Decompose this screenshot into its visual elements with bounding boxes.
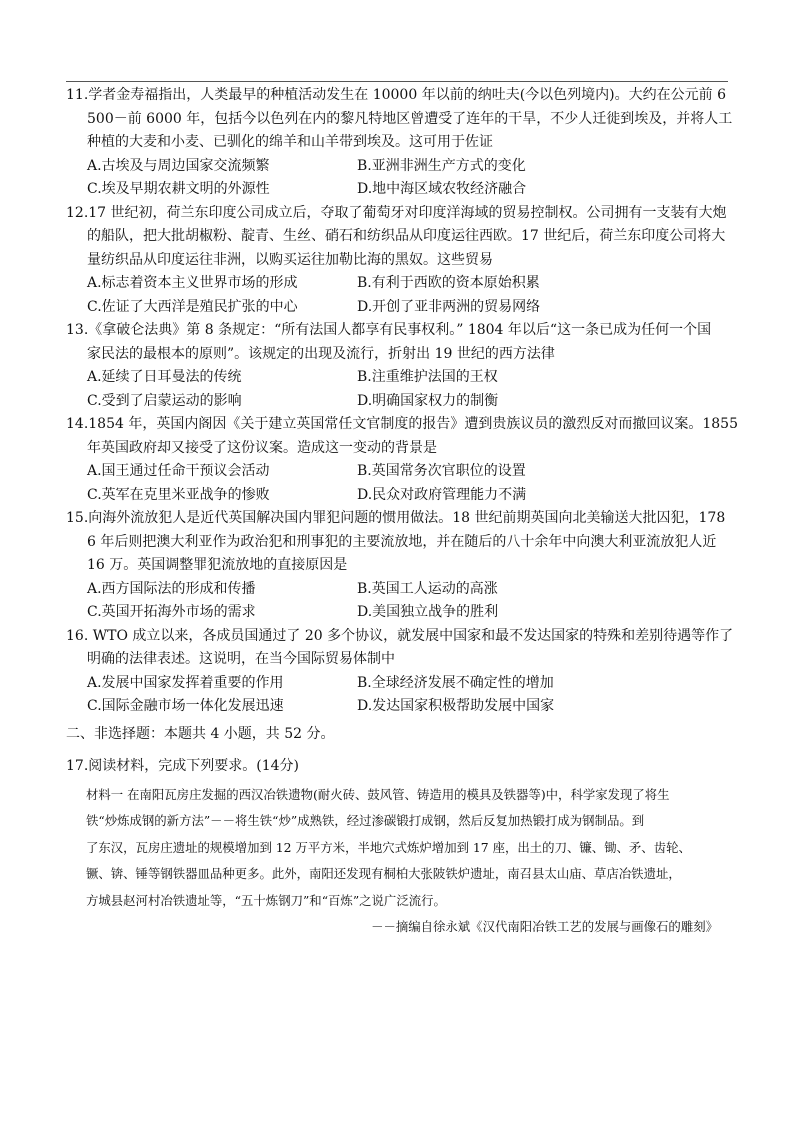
- option-a: A.西方国际法的形成和传播: [87, 580, 256, 597]
- option-row: [66, 484, 726, 508]
- header-rule: [66, 81, 728, 82]
- question-stem-line: 的船队，把大批胡椒粉、靛青、生丝、硝石和纺织品从印度运往西欧。17 世纪后，荷兰东印度公司将大: [87, 228, 726, 244]
- option-c: C.受到了启蒙运动的影响: [87, 392, 242, 409]
- question-12: [66, 202, 726, 320]
- question-stem-line: 16. WTO 成立以来，各成员国通过了 20 多个协议，就发展中国家和最不发达国家的特殊和差别待遇等作了: [66, 627, 734, 644]
- option-row: [66, 672, 726, 696]
- option-row: [66, 601, 726, 625]
- option-a: A.标志着资本主义世界市场的形成: [87, 275, 298, 291]
- option-d: D.民众对政府管理能力不满: [357, 486, 527, 503]
- option-a: A.国王通过任命干预议会活动: [87, 463, 270, 479]
- material-line: 方城县赵河村冶铁遗址等，“五十炼钢刀”和“百炼”之说广泛流行。: [86, 892, 446, 908]
- option-row: [66, 272, 726, 296]
- question-stem-line: 13.《拿破仑法典》第 8 条规定：“所有法国人都享有民事权利。” 1804 年以后“这一条已成为任何一个国: [66, 322, 712, 338]
- option-b: B.全球经济发展不确定性的增加: [357, 674, 554, 691]
- question-stem-line: 家民法的最根本的原则”。该规定的出现及流行，折射出 19 世纪的西方法律: [87, 345, 555, 362]
- question-14: [66, 413, 738, 507]
- option-d: D.发达国家积极帮助发展中国家: [357, 698, 555, 714]
- material-line: 了东汉，瓦房庄遗址的规模增加到 12 万平方米，半地穴式炼炉增加到 17 座，出土的刀、镰、锄、矛、齿轮、: [86, 839, 691, 855]
- question-stem-line: 明确的法律表述。这说明，在当今国际贸易体制中: [87, 651, 395, 667]
- question-stem-line: 500－前 6000 年，包括今以色列在内的黎凡特地区曾遭受了连年的干旱，不少人迁徙到埃及，并将人工: [87, 110, 733, 127]
- question-11: [66, 84, 733, 202]
- material-line: 铁“炒炼成钢的新方法”－－将生铁“炒”成熟铁，经过渗碳锻打成钢，然后反复加热锻打成为钢制品。到: [86, 813, 645, 829]
- question-stem-line: 11.学者金寿福指出，人类最早的种植活动发生在 10000 年以前的纳吐夫(今以色列境内)。大约在公元前 6: [66, 87, 726, 103]
- option-row: [66, 578, 726, 602]
- question-stem-line: 量纺织品从印度运往非洲，以购买运往加勒比海的黑奴。这些贸易: [87, 251, 493, 268]
- section-heading: 二、非选择题：本题共 4 小题，共 52 分。: [66, 725, 335, 742]
- option-a: A.古埃及与周边国家交流频繁: [87, 157, 270, 174]
- option-row: [66, 296, 726, 320]
- material-line: 材料一 在南阳瓦房庄发掘的西汉冶铁遗物(耐火砖、鼓风管、铸造用的模具及铁器等)中，科学家发现了将生: [86, 786, 670, 802]
- option-b: B.英国工人运动的高涨: [357, 580, 498, 597]
- question-stem-line: 年英国政府却又接受了这份议案。造成这一变动的背景是: [87, 439, 437, 456]
- option-c: C.国际金融市场一体化发展迅速: [87, 698, 284, 714]
- option-row: [66, 695, 726, 719]
- option-c: C.英军在克里米亚战争的惨败: [87, 486, 270, 503]
- question-stem-line: 6 年后则把澳大利亚作为政治犯和刑事犯的主要流放地，并在随后的八十余年中向澳大利亚流放犯人近: [87, 533, 717, 550]
- question-stem-line: 17.阅读材料，完成下列要求。(14分): [66, 757, 300, 774]
- option-a: A.发展中国家发挥着重要的作用: [87, 674, 284, 691]
- question-stem-line: 14.1854 年，英国内阁因《关于建立英国常任文官制度的报告》遭到贵族议员的激烈反对而撤回议案。1855: [66, 416, 738, 432]
- option-b: B.亚洲非洲生产方式的变化: [357, 157, 526, 174]
- option-c: C.埃及早期农耕文明的外源性: [87, 181, 270, 197]
- option-a: A.延续了日耳曼法的传统: [87, 369, 242, 385]
- exam-page: [66, 84, 738, 940]
- option-d: D.明确国家权力的制衡: [357, 392, 499, 409]
- option-c: C.佐证了大西洋是殖民扩张的中心: [87, 298, 298, 315]
- question-15: [66, 507, 726, 625]
- option-row: [66, 390, 726, 414]
- option-d: D.地中海区域农牧经济融合: [357, 181, 527, 197]
- question-stem-line: 15.向海外流放犯人是近代英国解决国内罪犯问题的惯用做法。18 世纪前期英国向北美输送大批囚犯，178: [66, 510, 726, 526]
- question-13: [66, 319, 726, 413]
- option-c: C.英国开拓海外市场的需求: [87, 604, 256, 620]
- question-16: [66, 625, 734, 719]
- question-17: [66, 753, 726, 941]
- material-source: －－摘编自徐永斌《汉代南阳冶铁工艺的发展与画像石的雕刻》: [371, 919, 718, 935]
- question-stem-line: 12.17 世纪初，荷兰东印度公司成立后，夺取了葡萄牙对印度洋海域的贸易控制权。公司拥有一支装有大炮: [66, 204, 727, 221]
- material-block: [66, 782, 726, 915]
- option-row: [66, 460, 726, 484]
- material-line: 镢、锛、锤等钢铁器皿品种更多。此外，南阳还发现有桐柏大张陂铁炉遗址，南召县太山庙、草店冶铁遗址，: [86, 866, 681, 882]
- option-b: B.注重维护法国的王权: [357, 369, 498, 385]
- option-row: [66, 178, 726, 202]
- option-b: B.有利于西欧的资本原始积累: [357, 275, 540, 291]
- option-d: D.美国独立战争的胜利: [357, 604, 499, 620]
- question-stem-line: 种植的大麦和小麦、已驯化的绵羊和山羊带到埃及。这可用于佐证: [87, 134, 493, 150]
- option-b: B.英国常务次官职位的设置: [357, 463, 526, 479]
- question-stem-line: 16 万。英国调整罪犯流放地的直接原因是: [87, 557, 348, 573]
- option-row: [66, 366, 726, 390]
- option-row: [66, 155, 726, 179]
- option-d: D.开创了亚非两洲的贸易网络: [357, 298, 541, 315]
